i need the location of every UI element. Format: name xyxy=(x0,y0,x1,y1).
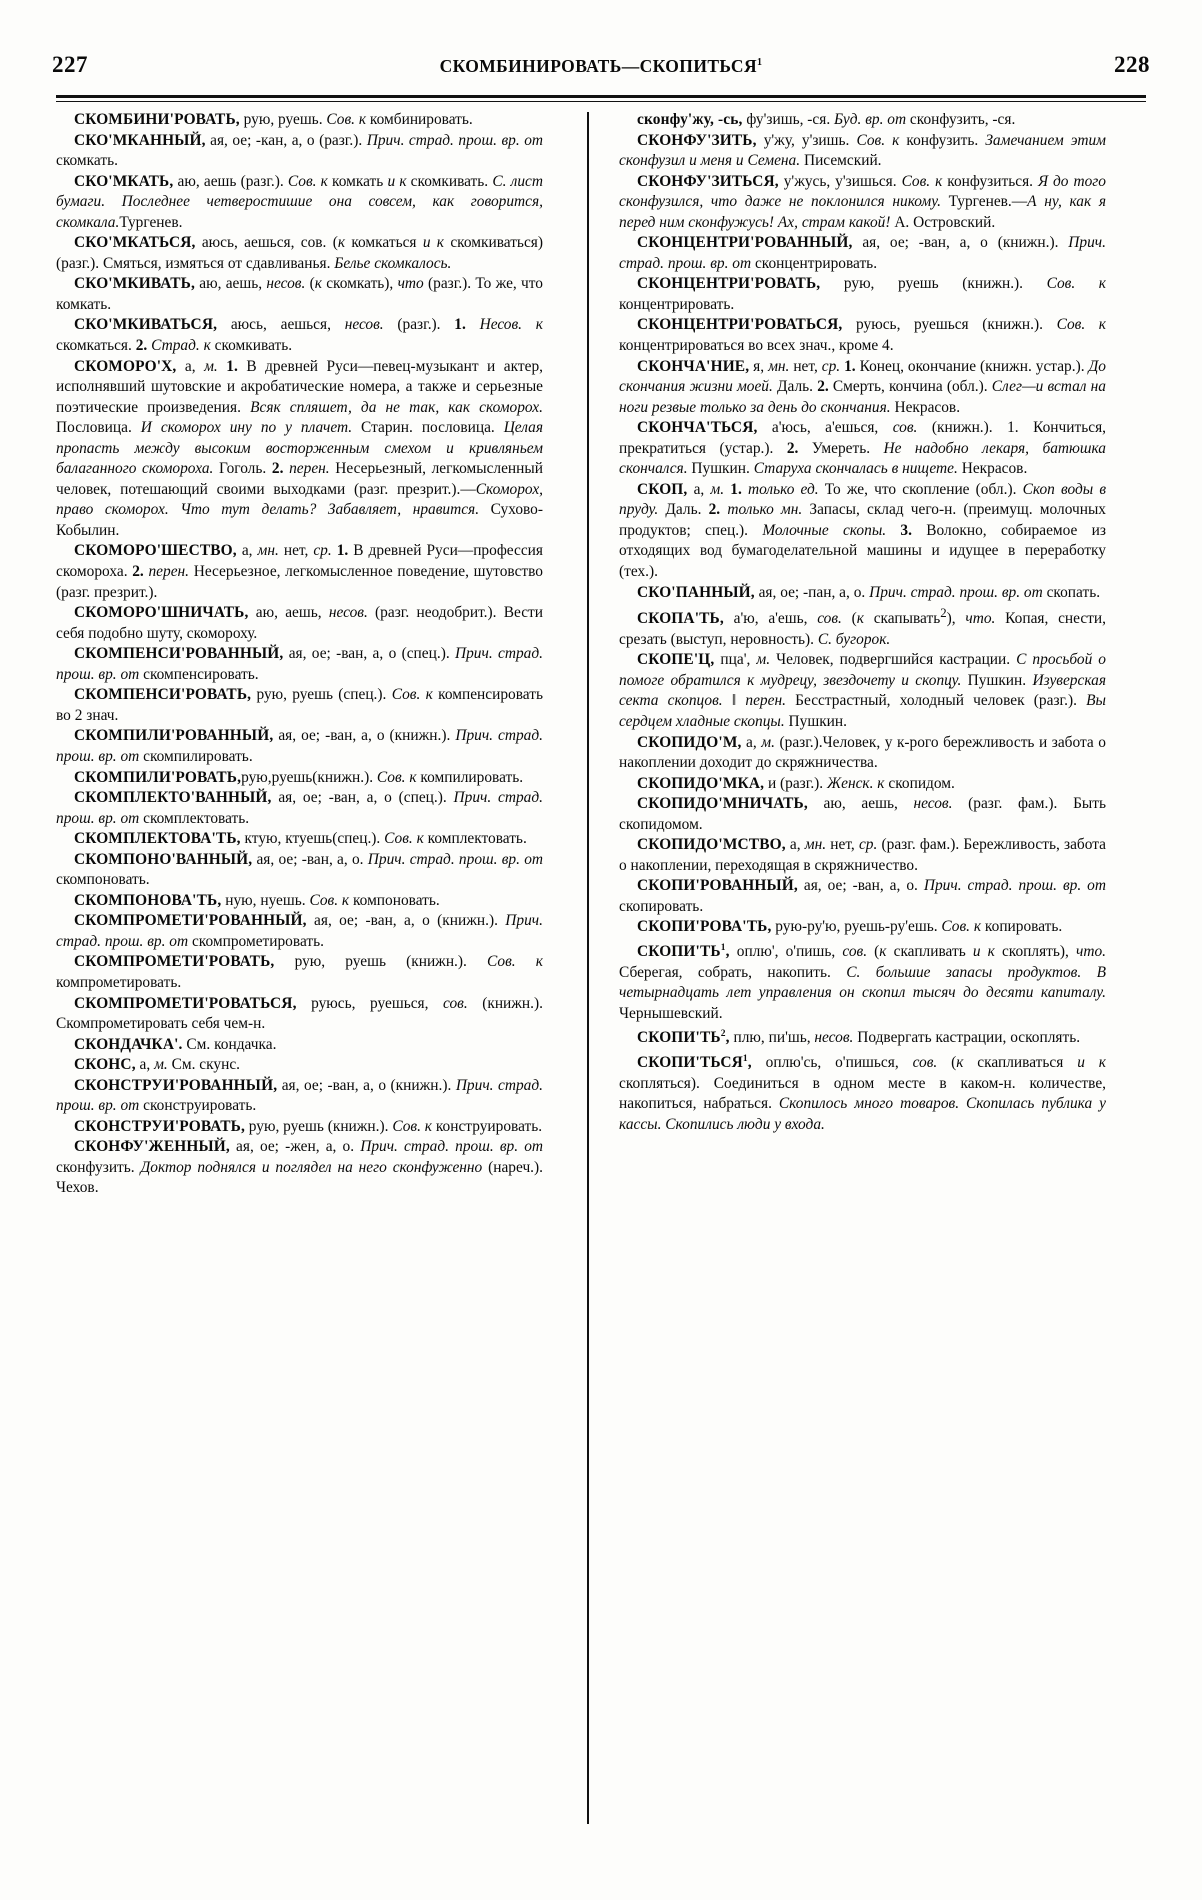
dictionary-entry xyxy=(619,603,1106,650)
entry-headword: СКОМПРОМЕТИ'РОВАТЬСЯ, xyxy=(74,994,297,1012)
entry-definition: ая, ое; -ван, а, о (спец.). Прич. страд. прош. вр. от скомплектовать. xyxy=(56,789,543,827)
dictionary-entry xyxy=(56,1137,543,1199)
dictionary-entry xyxy=(619,274,1106,315)
entry-headword: СКОНФУ'ЖЕННЫЙ, xyxy=(74,1138,230,1156)
entry-headword: СКОНЦЕНТРИ'РОВАННЫЙ, xyxy=(637,234,853,252)
entry-definition: руюсь, руешься (книжн.). Сов. к концентрироваться во всех знач., кроме 4. xyxy=(619,316,1106,355)
entry-headword: СКО'МКИВАТЬ, xyxy=(74,275,195,293)
dictionary-entry xyxy=(56,603,543,644)
entry-definition: пца', м. Человек, подвергшийся кастрации. С просьбой о помоге обратился к мудрецу, звездочету и скопцу. Пушкин. Изуверская секта скопцов. ‖ перен. Бесстрастный, холодный человек (разг.). Вы сердцем хладные скопцы. Пушкин. xyxy=(619,651,1107,730)
entry-definition: у'жу, у'зишь. Сов. к конфузить. Замечанием этим сконфузил и меня и Семена. Писемский. xyxy=(619,131,1107,170)
column-right xyxy=(619,110,1106,1855)
entry-headword: СКОП, xyxy=(637,480,688,498)
dictionary-entry xyxy=(619,835,1106,876)
dictionary-entry xyxy=(619,110,1106,131)
entry-definition: ную, нуешь. Сов. к компоновать. xyxy=(221,891,440,909)
page-number-right: 228 xyxy=(1113,52,1150,77)
entry-headword: СКОМБИНИ'РОВАТЬ, xyxy=(74,111,240,128)
entry-definition: я, мн. нет, ср. 1. Конец, окончание (книжн. устар.). До скончания жизни моей. Даль. 2. Смерть, кончина (обл.). Слег—и встал на ноги резвые только за день до скончания. Некрасов. xyxy=(619,357,1106,416)
entry-definition: ая, ое; -ван, а, о (книжн.). Прич. страд. прош. вр. от скомпилировать. xyxy=(56,727,543,765)
entry-definition: плю, пи'шь, несов. Подвергать кастрации, оскоплять. xyxy=(729,1029,1081,1047)
entry-definition: а, м. (разг.).Человек, у к-рого бережливость и забота о накоплении доходит до скряжничества. xyxy=(619,733,1106,772)
entry-headword: СКОНФУ'ЗИТЬ, xyxy=(637,131,757,149)
entry-headword: СКОНСТРУИ'РОВАННЫЙ, xyxy=(74,1076,278,1094)
entry-headword: СКО'МКАТЬ, xyxy=(74,172,174,190)
entry-definition: у'жусь, у'зишься. Сов. к конфузиться. Я до того сконфузился, что даже не поклонился никому. Тургенев.—А ну, как я перед ним сконфужусь! Ах, страм какой! А. Островский. xyxy=(619,172,1107,231)
dictionary-entry xyxy=(56,1076,543,1117)
entry-headword: $СКОПИ'ТЬ^1$, xyxy=(637,943,730,961)
dictionary-entry xyxy=(619,357,1106,419)
entry-headword: СКОМПРОМЕТИ'РОВАННЫЙ, xyxy=(74,912,307,930)
running-head-title xyxy=(440,56,763,77)
entry-headword: СКОНС, xyxy=(74,1056,136,1074)
dictionary-entry xyxy=(619,917,1106,938)
dictionary-entry xyxy=(619,583,1106,604)
entry-headword: СКО'МКАТЬСЯ, xyxy=(74,234,196,252)
dictionary-entry xyxy=(56,768,543,789)
entry-definition: ая, ое; -жен, а, о. Прич. страд. прош. вр. от сконфузить. Доктор поднялся и поглядел на него сконфуженно (нареч.). Чехов. xyxy=(56,1138,544,1197)
entry-definition: аю, аешь (разг.). Сов. к комкать и к скомкивать. С. лист бумаги. Последнее четверостишие она совсем, как говорится, скомкала.Тургенев. xyxy=(56,172,543,231)
entry-definition: аю, аешь, несов. (к скомкать), что (разг.). То же, что комкать. xyxy=(56,275,544,313)
dictionary-entry xyxy=(56,685,543,726)
dictionary-entry xyxy=(56,541,543,603)
entry-definition: ая, ое; -кан, а, о (разг.). Прич. страд. прош. вр. от скомкать. xyxy=(56,131,544,170)
entry-definition: а'юсь, а'ешься, сов. (книжн.). 1. Кончиться, прекратиться (устар.). 2. Умереть. Не надобно лекаря, батюшка скончался. Пушкин. Старуха скончалась в нищете. Некрасов. xyxy=(619,419,1107,478)
header-rule-thin xyxy=(56,101,1146,102)
dictionary-entry xyxy=(619,172,1106,234)
dictionary-entry xyxy=(619,131,1106,172)
dictionary-entry xyxy=(56,1055,543,1076)
dictionary-entry xyxy=(56,315,543,356)
entry-headword: СКОНЧА'НИЕ, xyxy=(637,357,750,375)
dictionary-entry xyxy=(56,644,543,685)
dictionary-entry xyxy=(56,274,543,315)
page-number-left: 227 xyxy=(52,52,88,77)
entry-headword: СКОМПЛЕКТО'ВАННЫЙ, xyxy=(74,789,272,807)
entry-definition: ая, ое; -ван, а, о (книжн.). Прич. страд. прош. вр. от сконструировать. xyxy=(56,1076,543,1115)
dictionary-entry xyxy=(619,938,1106,1024)
entry-headword: СКОМПРОМЕТИ'РОВАТЬ, xyxy=(74,953,275,971)
entry-headword: СКОНЧА'ТЬСЯ, xyxy=(637,419,758,437)
dictionary-entry xyxy=(56,829,543,850)
entry-definition: аю, аешь, несов. (разг. неодобрит.). Вести себя подобно шуту, скомороху. xyxy=(56,604,543,642)
entry-headword: СКОМОРО'Х, xyxy=(74,357,177,375)
entry-definition: и (разг.). Женск. к скопидом. xyxy=(764,774,955,792)
entry-definition: фу'зишь, -ся. Буд. вр. от сконфузить, -ся. xyxy=(742,111,1016,128)
entry-headword: сконфу'жу, -сь, xyxy=(637,111,743,128)
entry-definition: рую, руешь. Сов. к комбинировать. xyxy=(239,111,473,128)
dictionary-entry xyxy=(619,650,1106,732)
entry-definition: а, м. 1. В древней Руси—певец-музыкант и актер, исполнявший шутовские и акробатические номера, а также и серьезные поэтические произведения. Всяк спляшет, да не так, как скоморох. Пословица. И скоморох ину по у плачет. Старин. пословица. Целая пропасть между высоким восторженным смехом и кривляньем балаганного скомороха. Гоголь. 2. перен. Несерьезный, легкомысленный человек, потешающий своими выходками (разг. презрит.).—Скоморох, право скоморох. Что тут делать? Забавляет, нравится. Сухово-Кобылин. xyxy=(56,357,543,539)
entry-headword: $СКОПИ'ТЬ^2$, xyxy=(637,1029,730,1047)
dictionary-entry xyxy=(56,788,543,829)
entry-definition: аю, аешь, несов. (разг. фам.). Быть скопидомом. xyxy=(619,795,1106,833)
entry-definition: ая, ое; -ван, а, о (книжн.). Прич. страд. прош. вр. от сконцентрировать. xyxy=(619,234,1106,272)
dictionary-entry xyxy=(56,850,543,891)
text-columns xyxy=(56,110,1146,1855)
entry-headword: СКОПИ'РОВАННЫЙ, xyxy=(637,877,798,895)
entry-headword: СКОПИДО'МСТВО, xyxy=(637,836,786,854)
entry-headword: СКОМПОНОВА'ТЬ, xyxy=(74,891,222,909)
dictionary-entry xyxy=(56,1035,543,1056)
entry-definition: ктую, ктуешь(спец.). Сов. к комплектовать. xyxy=(240,830,527,848)
dictionary-entry xyxy=(619,480,1106,583)
running-head xyxy=(52,52,1150,86)
entry-definition: См. кондачка. xyxy=(182,1035,277,1053)
dictionary-entry xyxy=(56,994,543,1035)
entry-headword: СКОПИДО'МКА, xyxy=(637,774,765,792)
entry-definition: рую, руешь (книжн.). Сов. к конструировать. xyxy=(244,1117,543,1135)
entry-headword: СКОНФУ'ЗИТЬСЯ, xyxy=(637,172,779,190)
entry-definition: рую, руешь (книжн.). Сов. к концентрировать. xyxy=(619,275,1106,313)
dictionary-entry xyxy=(56,172,543,234)
entry-headword: СКОПИДО'МНИЧАТЬ, xyxy=(637,795,808,813)
entry-definition: оплю', о'пишь, сов. (к скапливать и к скоплять), что. Сберегая, собрать, накопить. С. большие запасы продуктов. В четырнадцать лет управления он скопил тысяч до десяти капиталу. Чернышевский. xyxy=(619,943,1107,1022)
entry-headword: СКО'ПАННЫЙ, xyxy=(637,583,755,601)
entry-definition: ая, ое; -ван, а, о. Прич. страд. прош. вр. от скопировать. xyxy=(619,877,1106,915)
dictionary-entry xyxy=(619,233,1106,274)
dictionary-entry xyxy=(56,952,543,993)
entry-headword: СКОНЦЕНТРИ'РОВАТЬСЯ, xyxy=(637,316,843,334)
entry-headword: СКО'МКАННЫЙ, xyxy=(74,131,206,149)
entry-headword: СКОПЕ'Ц, xyxy=(637,651,715,669)
dictionary-entry xyxy=(56,726,543,767)
entry-headword: СКОПА'ТЬ, xyxy=(637,610,724,628)
dictionary-entry xyxy=(56,233,543,274)
entry-definition: а'ю, а'ешь, сов. (к скапывать$^2$), что. Копая, снести, срезать (выступ, неровность). С. бугорок. xyxy=(619,606,1106,648)
dictionary-entry xyxy=(619,418,1106,480)
column-left xyxy=(56,110,557,1855)
entry-definition: а, мн. нет, ср. (разг. фам.). Бережливость, забота о накоплении, переходящая в скряжничество. xyxy=(619,836,1106,874)
dictionary-entry xyxy=(619,876,1106,917)
entry-definition: аюсь, аешься, сов. (к комкаться и к скомкиваться) (разг.). Смяться, измяться от сдавливанья. Белье скомкалось. xyxy=(56,234,543,272)
entry-definition: рую, руешь (книжн.). Сов. к компрометировать. xyxy=(56,953,543,991)
entry-headword: СКОМПИЛИ'РОВАННЫЙ, xyxy=(74,727,274,745)
entry-definition: а, м. См. скунс. xyxy=(135,1056,240,1074)
dictionary-entry xyxy=(619,315,1106,356)
dictionary-entry xyxy=(56,891,543,912)
dictionary-entry xyxy=(56,110,543,131)
entry-definition: рую,руешь(книжн.). Сов. к компилировать. xyxy=(241,768,524,786)
dictionary-entry xyxy=(619,774,1106,795)
entry-headword: СКОНЦЕНТРИ'РОВАТЬ, xyxy=(637,275,821,293)
entry-headword: СКОМПОНО'ВАННЫЙ, xyxy=(74,850,253,868)
entry-definition: ая, ое; -ван, а, о. Прич. страд. прош. вр. от скомпоновать. xyxy=(56,850,544,889)
entry-headword: СКОМПЕНСИ'РОВАТЬ, xyxy=(74,686,252,704)
dictionary-entry xyxy=(56,131,543,172)
column-divider xyxy=(587,112,589,1824)
entry-headword: СКОМОРО'ШНИЧАТЬ, xyxy=(74,604,249,622)
entry-definition: рую-ру'ю, руешь-ру'ешь. Сов. к копировать. xyxy=(771,918,1063,936)
dictionary-entry xyxy=(619,1024,1106,1049)
entry-definition: аюсь, аешься, несов. (разг.). 1. Несов. к скомкаться. 2. Страд. к скомкивать. xyxy=(56,316,543,355)
entry-definition: оплю'сь, о'пишься, сов. (к скапливаться и к скопляться). Соединиться в одном месте в каком-н. количестве, накопиться, набраться. Скопилось много товаров. Скопилась публика у кассы. Скопились люди у входа. xyxy=(619,1054,1106,1133)
entry-definition: ая, ое; -ван, а, о (спец.). Прич. страд. прош. вр. от скомпенсировать. xyxy=(56,645,543,683)
dictionary-entry xyxy=(56,1117,543,1138)
running-head-superscript: 1 xyxy=(757,57,763,69)
entry-headword: СКОНСТРУИ'РОВАТЬ, xyxy=(74,1117,245,1135)
entry-definition: руюсь, руешься, сов. (книжн.). Скомпрометировать себя чем-н. xyxy=(56,994,543,1033)
dictionary-entry xyxy=(56,357,543,542)
dictionary-entry xyxy=(619,794,1106,835)
entry-definition: рую, руешь (спец.). Сов. к компенсировать во 2 знач. xyxy=(56,686,543,724)
dictionary-entry xyxy=(56,911,543,952)
entry-definition: а, мн. нет, ср. 1. В древней Руси—профессия скомороха. 2. перен. Несерьезное, легкомысленное поведение, шутовство (разг. презрит.). xyxy=(56,542,543,601)
header-rule-thick xyxy=(56,95,1146,98)
entry-headword: СКОМПИЛИ'РОВАТЬ, xyxy=(74,768,242,786)
entry-definition: ая, ое; -пан, а, о. Прич. страд. прош. вр. от скопать. xyxy=(754,583,1101,601)
entry-headword: СКОПИ'РОВА'ТЬ, xyxy=(637,918,772,936)
entry-headword: СКОМПЕНСИ'РОВАННЫЙ, xyxy=(74,645,284,663)
dictionary-entry xyxy=(619,733,1106,774)
entry-headword: СКОМПЛЕКТОВА'ТЬ, xyxy=(74,830,241,848)
entry-headword: СКОМОРО'ШЕСТВО, xyxy=(74,542,237,560)
entry-headword: СКОНДАЧКА'. xyxy=(74,1035,183,1053)
entry-headword: СКО'МКИВАТЬСЯ, xyxy=(74,316,218,334)
entry-definition: ая, ое; -ван, а, о (книжн.). Прич. страд. прош. вр. от скомпрометировать. xyxy=(56,912,543,950)
dictionary-entry xyxy=(619,1049,1106,1135)
entry-headword: СКОПИ'ТЬСЯ$^1$, xyxy=(637,1053,752,1072)
entry-definition: а, м. 1. только ед. То же, что скопление (обл.). Скоп воды в пруду. Даль. 2. только мн. Запасы, склад чего-н. (преимущ. молочных продуктов; спец.). Молочные скопы. 3. Волокно, собираемое из отходящих вод бумагоделательной машины и идущее в переработку (тех.). xyxy=(619,480,1107,581)
running-head-text: СКОМБИНИРОВАТЬ—СКОПИТЬСЯ xyxy=(439,56,758,76)
entry-headword: СКОПИДО'М, xyxy=(637,733,742,751)
